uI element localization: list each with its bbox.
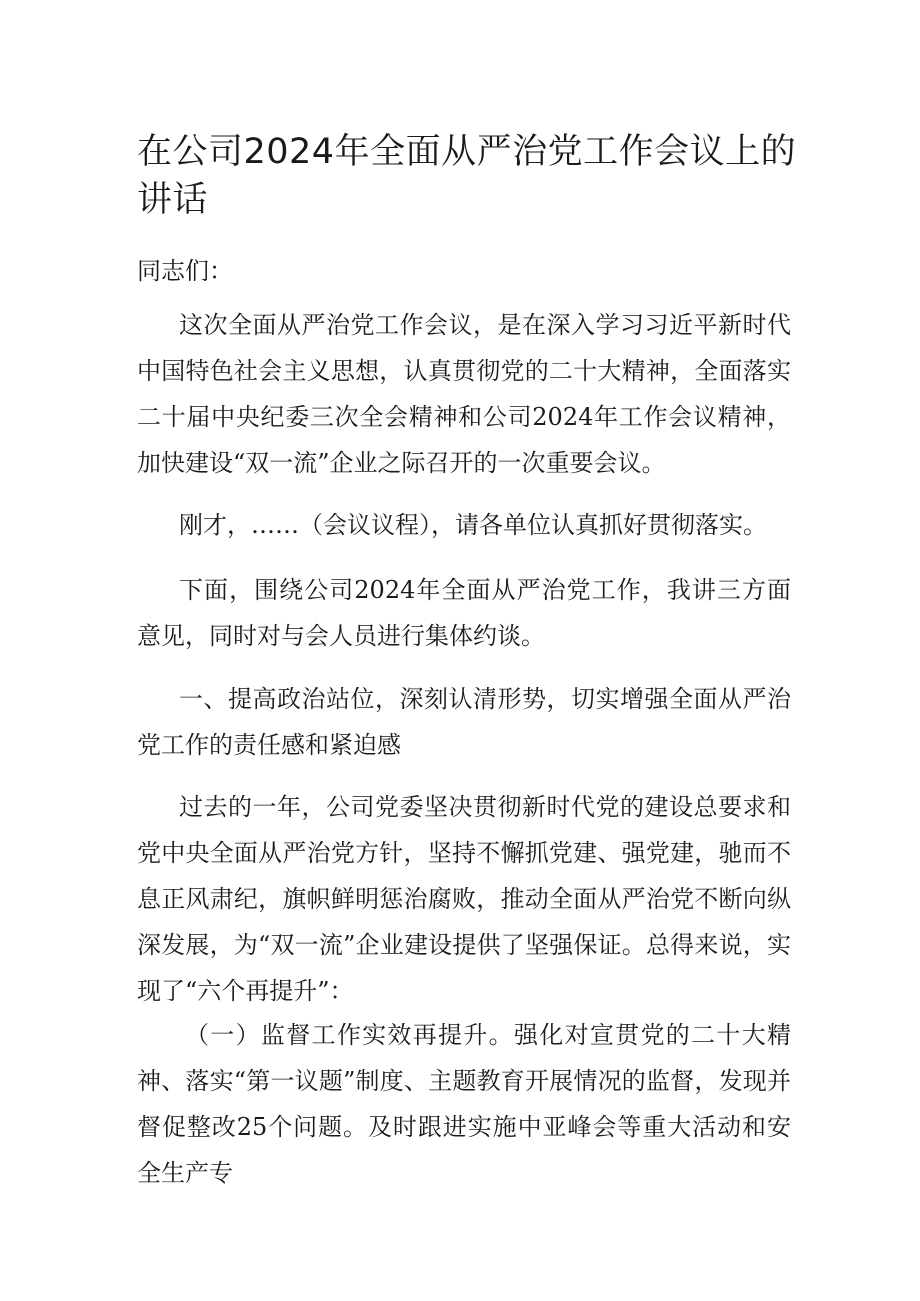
paragraph-opening: 这次全面从严治党工作会议，是在深入学习习近平新时代中国特色社会主义思想，认真贯彻党的二十大精神，全面落实二十届中央纪委三次全会精神和公司2024年工作会议精神，加快建设“双一流”企业之际召开的一次重要会议。 xyxy=(137,311,791,477)
paragraph-supervision: （一）监督工作实效再提升。强化对宣贯党的二十大精神、落实“第一议题”制度、主题教育开展情况的监督，发现并督促整改25个问题。及时跟进实施中亚峰会等重大活动和安全生产专 xyxy=(137,1021,791,1187)
paragraph-outline: 下面，围绕公司2024年全面从严治党工作，我讲三方面意见，同时对与会人员进行集体约谈。 xyxy=(137,576,791,650)
paragraph-agenda: 刚才，……（会议议程），请各单位认真抓好贯彻落实。 xyxy=(179,511,767,539)
document-title: 在公司2024年全面从严治党工作会议上的讲话 xyxy=(137,132,797,220)
paragraph-review: 过去的一年，公司党委坚决贯彻新时代党的建设总要求和党中央全面从严治党方针，坚持不懈抓党建、强党建，驰而不息正风肃纪，旗帜鲜明惩治腐败，推动全面从严治党不断向纵深发展，为“双一流”企业建设提供了坚强保证。总得来说，实现了“六个再提升”： xyxy=(137,793,791,1005)
section-heading-one: 一、提高政治站位，深刻认清形势，切实增强全面从严治党工作的责任感和紧迫感 xyxy=(137,685,791,759)
salutation: 同志们： xyxy=(137,257,233,285)
